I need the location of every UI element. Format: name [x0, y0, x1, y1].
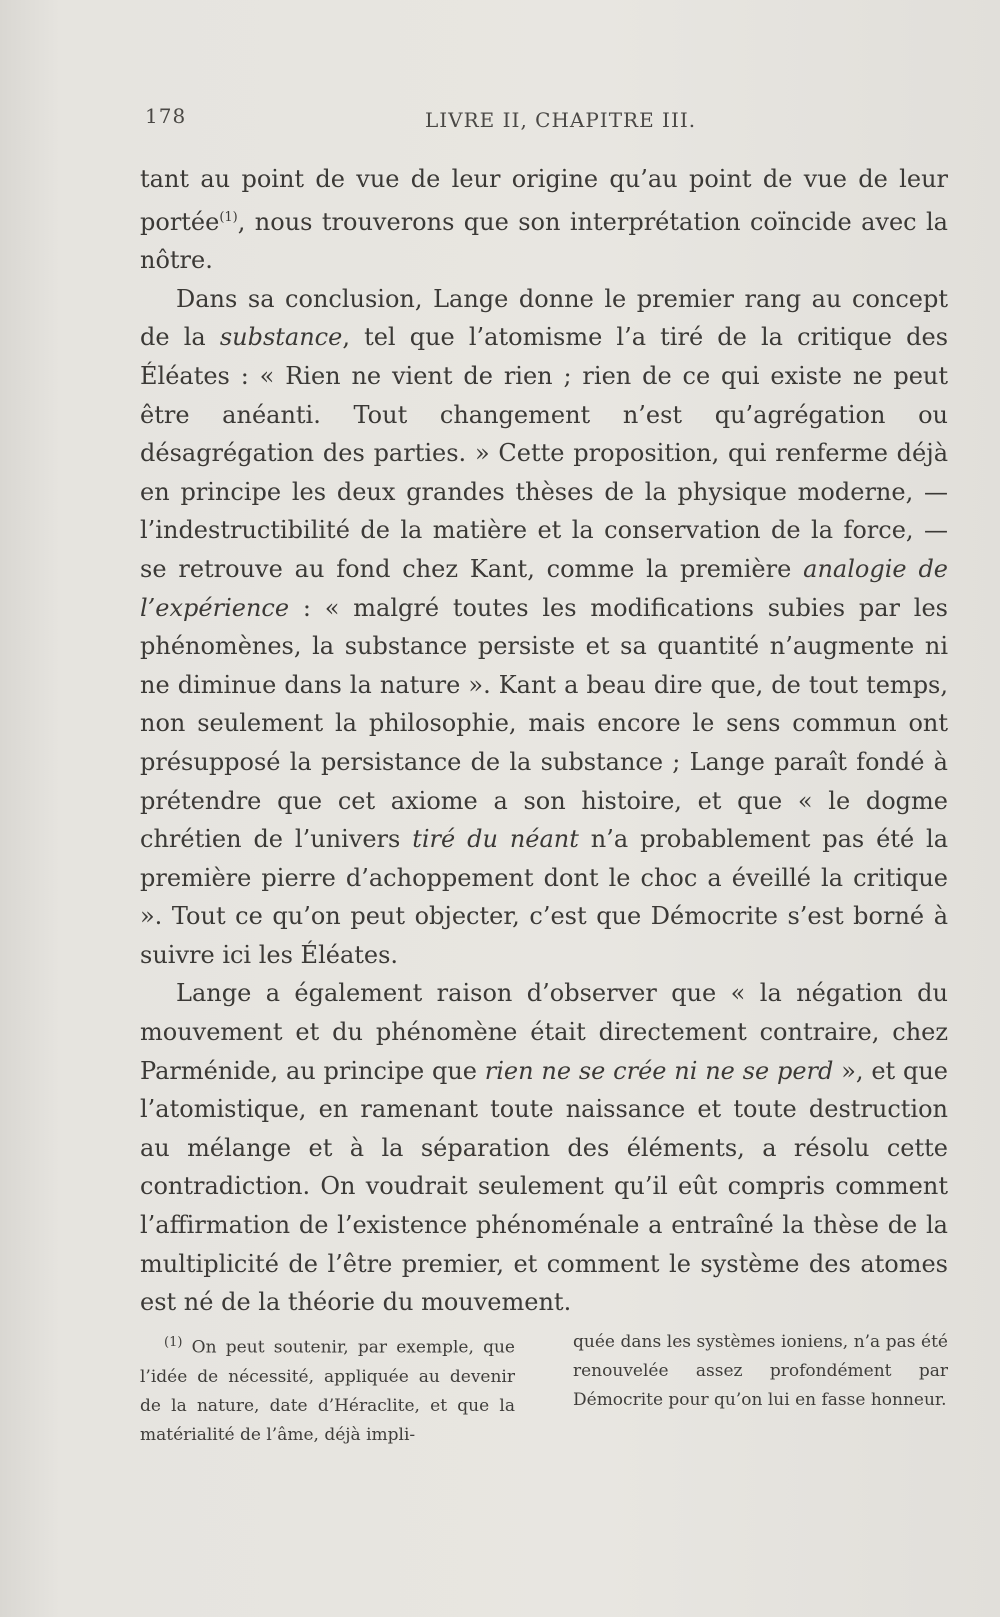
- emphasis-analogie: analogie de l’expérience: [140, 554, 949, 622]
- paragraph-3: Lange a également raison d’observer que « la négation du mouvement et du phénomène était directement contraire, chez Parménide, au principe que rien ne se crée ni ne se perd », et que l’atomistique, en ramenant toute naissance et toute destruction au mélange et à la séparation des éléments, a résolu cette contradiction. On voudrait seulement qu’il eût compris comment l’affirmation de l’existence phénoménale a entraîné la thèse de la multiplicité de l’être premier, et comment le système des atomes est né de la théorie du mouvement.: [140, 979, 948, 1317]
- paragraph-1: tant au point de vue de leur origine qu’au point de vue de leur portée$^{(1)}$, nous trouverons que son interprétation coïncide avec la nôtre.: [140, 165, 948, 275]
- emphasis-neant: tiré du néant: [412, 825, 579, 854]
- page-number: 178: [145, 104, 187, 128]
- body-text: [140, 160, 948, 1322]
- emphasis-substance: substance: [219, 323, 343, 352]
- running-head: LIVRE II, CHAPITRE III.: [425, 108, 697, 132]
- footnote-marker: (1): [164, 1335, 183, 1350]
- footnote-ref[interactable]: (1): [219, 209, 238, 225]
- footnotes: [140, 1328, 948, 1450]
- emphasis-principe: rien ne se crée ni ne se perd: [484, 1056, 834, 1085]
- page-header: [145, 104, 945, 144]
- footnote-column-2: quée dans les systèmes ioniens, n’a pas été renouvelée assez profondément par Démocrite pour qu’on lui en fasse honneur.: [573, 1332, 948, 1410]
- paragraph-2: Dans sa conclusion, Lange donne le premier rang au concept de la substance, tel que l’atomisme l’a tiré de la critique des Éléates : « Rien ne vient de rien ; rien de ce qui existe ne peut être anéanti. Tout changement n’est qu’agrégation ou désagrégation des parties. » Cette proposition, qui renferme déjà en principe les deux grandes thèses de la physique moderne, — l’indestructibilité de la matière et la conservation de la force, — se retrouve au fond chez Kant, comme la première analogie de l’expérience : « malgré toutes les modifications subies par les phénomènes, la substance persiste et sa quantité n’augmente ni ne diminue dans la nature ». Kant a beau dire que, de tout temps, non seulement la philosophie, mais encore le sens commun ont présupposé la persistance de la substance ; Lange paraît fondé à prétendre que cet axiome a son histoire, et que « le dogme chrétien de l’univers tiré du néant n’a probablement pas été la première pierre d’achoppement dont le choc a éveillé la critique ». Tout ce qu’on peut objecter, c’est que Démocrite s’est borné à suivre ici les Éléates.: [140, 284, 949, 969]
- footnote-column-1: $^{(1)}$ On peut soutenir, par exemple, que l’idée de nécessité, appliquée au devenir de la nature, date d’Héraclite, et que la matérialité de l’âme, déjà impli-: [140, 1335, 515, 1445]
